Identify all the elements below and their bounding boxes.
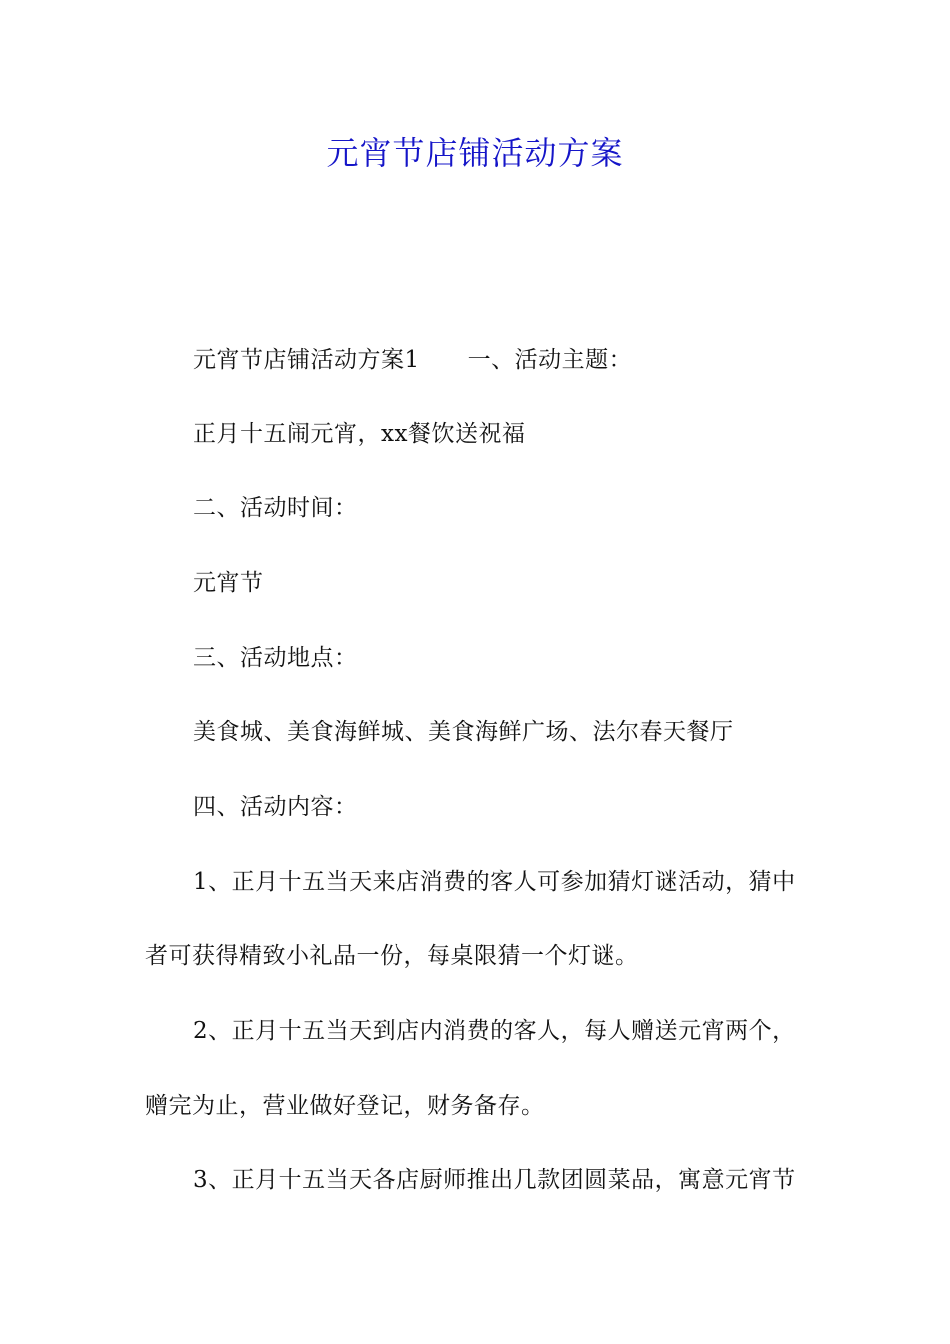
- section-heading-content: 四、活动内容：: [193, 794, 358, 820]
- content-item-2-line-2: 赠完为止，营业做好登记，财务备存。: [145, 1093, 545, 1119]
- plan-subtitle: 元宵节店铺活动方案1: [193, 347, 420, 373]
- heading-line: [193, 344, 632, 376]
- section-heading-time: 二、活动时间：: [193, 495, 358, 521]
- time-text: 元宵节: [193, 570, 264, 596]
- content-item-1-line-1: 1、正月十五当天来店消费的客人可参加猜灯谜活动，猜中: [193, 869, 796, 895]
- location-text: 美食城、美食海鲜城、美食海鲜广场、法尔春天餐厅: [193, 719, 734, 745]
- section-heading-location: 三、活动地点：: [193, 645, 358, 671]
- document-title: 元宵节店铺活动方案: [326, 134, 624, 172]
- content-item-3-line-1: 3、正月十五当天各店厨师推出几款团圆菜品，寓意元宵节: [193, 1167, 796, 1193]
- content-item-2-line-1: 2、正月十五当天到店内消费的客人，每人赠送元宵两个，: [193, 1018, 796, 1044]
- section-heading-theme: 一、活动主题：: [467, 347, 633, 373]
- theme-text: 正月十五闹元宵，xx餐饮送祝福: [193, 421, 526, 447]
- content-item-1-line-2: 者可获得精致小礼品一份，每桌限猜一个灯谜。: [145, 943, 639, 969]
